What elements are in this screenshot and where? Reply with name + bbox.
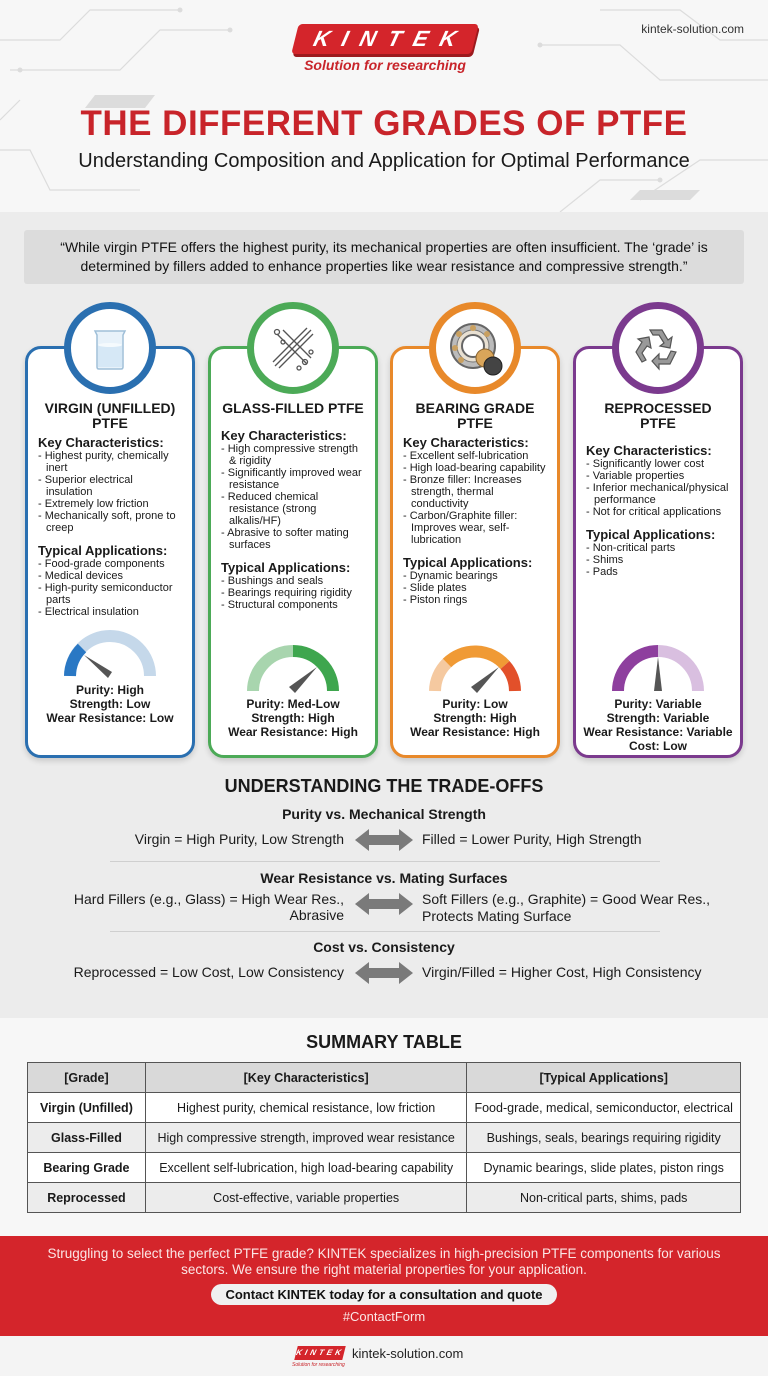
list-item: - Dynamic bearings (403, 570, 547, 582)
card-title: VIRGIN (UNFILLED) PTFE (44, 400, 176, 431)
typical-applications-list (38, 558, 182, 618)
stat-strength: Strength: High (433, 711, 517, 725)
key-characteristics-heading: Key Characteristics: (221, 428, 347, 443)
logo-tagline: Solution for researching (304, 57, 466, 73)
table-row (28, 1123, 741, 1153)
table-row (28, 1183, 741, 1213)
footer (0, 1336, 768, 1376)
tradeoff-right: Soft Fillers (e.g., Graphite) = Good Wear Res., Protects Mating Surface (422, 891, 711, 924)
table-cell: Virgin (Unfilled) (28, 1093, 146, 1123)
list-item: - Pads (586, 566, 730, 578)
tradeoff-heading: Cost vs. Consistency (313, 939, 455, 955)
card-bearing-grade (390, 346, 560, 758)
list-item: - Bronze filler: Increases strength, thermal conductivity (403, 474, 547, 510)
card-title: REPROCESSED PTFE (604, 400, 712, 431)
stat-wear-resistance: Wear Resistance: High (228, 725, 358, 739)
column-header: [Typical Applications] (467, 1063, 741, 1093)
table-cell: Cost-effective, variable properties (145, 1183, 467, 1213)
stat-strength: Strength: Low (69, 697, 151, 711)
list-item: - Significantly improved wear resistance (221, 467, 365, 491)
key-characteristics-heading: Key Characteristics: (586, 443, 712, 458)
divider (110, 931, 660, 932)
list-item: - Mechanically soft, prone to creep (38, 510, 182, 534)
summary-table (27, 1062, 741, 1213)
gauge-icon (60, 624, 160, 680)
ball-bearing-icon (429, 302, 521, 394)
list-item: - Slide plates (403, 582, 547, 594)
list-item: - Excellent self-lubrication (403, 450, 547, 462)
tradeoffs-title: UNDERSTANDING THE TRADE-OFFS (224, 776, 544, 796)
key-characteristics-list (38, 450, 182, 534)
list-item: - Not for critical applications (586, 506, 730, 518)
column-header: [Key Characteristics] (145, 1063, 467, 1093)
table-cell: High compressive strength, improved wear resistance (145, 1123, 467, 1153)
list-item: - Bearings requiring rigidity (221, 587, 365, 599)
page-title: THE DIFFERENT GRADES OF PTFE (80, 104, 688, 143)
header (0, 0, 768, 212)
cta-text: Struggling to select the perfect PTFE grade? KINTEK specializes in high-precision PTFE components for various sectors. We ensure the right material properties for your application. (47, 1246, 721, 1277)
typical-applications-list (403, 570, 547, 606)
list-item: - Extremely low friction (38, 498, 182, 510)
list-item: - High compressive strength & rigidity (221, 443, 365, 467)
typical-applications-heading: Typical Applications: (221, 560, 351, 575)
key-characteristics-list (221, 443, 365, 551)
footer-logo-tagline: Solution for researching (292, 1362, 345, 1368)
table-cell: Dynamic bearings, slide plates, piston rings (467, 1153, 741, 1183)
footer-url[interactable]: kintek-solution.com (352, 1346, 464, 1361)
stat-strength: Strength: Variable (606, 711, 710, 725)
stat-purity: Purity: Low (442, 697, 508, 711)
double-arrow-icon (355, 962, 413, 984)
beaker-icon (64, 302, 156, 394)
key-characteristics-heading: Key Characteristics: (403, 435, 529, 450)
tradeoff-heading: Purity vs. Mechanical Strength (282, 806, 486, 822)
table-cell: Reprocessed (28, 1183, 146, 1213)
typical-applications-heading: Typical Applications: (38, 543, 168, 558)
card-glass-filled (208, 346, 378, 758)
logo-text: KINTEK (291, 24, 478, 54)
card-title: BEARING GRADE PTFE (415, 400, 535, 431)
tradeoff-left: Virgin = High Purity, Low Strength (134, 831, 344, 847)
list-item: - Significantly lower cost (586, 458, 730, 470)
table-cell: Bearing Grade (28, 1153, 146, 1183)
table-cell: Bushings, seals, bearings requiring rigidity (467, 1123, 741, 1153)
tradeoff-right: Filled = Lower Purity, High Strength (422, 831, 642, 847)
tradeoff-left: Reprocessed = Low Cost, Low Consistency (73, 964, 344, 980)
divider (110, 861, 660, 862)
property-stats (576, 697, 740, 753)
contact-button[interactable]: Contact KINTEK today for a consultation and quote (211, 1284, 556, 1305)
key-characteristics-heading: Key Characteristics: (38, 435, 164, 450)
gauge-icon (608, 639, 708, 695)
stat-wear-resistance: Wear Resistance: Low (46, 711, 174, 725)
footer-logo[interactable]: KINTEK (294, 1346, 345, 1360)
list-item: - Food-grade components (38, 558, 182, 570)
stat-wear-resistance: Wear Resistance: High (410, 725, 540, 739)
table-cell: Non-critical parts, shims, pads (467, 1183, 741, 1213)
property-stats (211, 697, 375, 739)
site-url[interactable]: kintek-solution.com (641, 22, 744, 36)
gauge-icon (243, 639, 343, 695)
intro-quote: “While virgin PTFE offers the highest purity, its mechanical properties are often insufficient. The ‘grade’ is determined by fillers added to enhance properties like wear resistance and compressive strength.” (24, 230, 744, 284)
table-cell: Food-grade, medical, semiconductor, electrical (467, 1093, 741, 1123)
table-row (28, 1153, 741, 1183)
typical-applications-list (586, 542, 730, 578)
table-header-row (28, 1063, 741, 1093)
contact-form-link[interactable]: #ContactForm (342, 1309, 426, 1324)
list-item: - Carbon/Graphite filler: Improves wear, self-lubrication (403, 510, 547, 546)
glass-fiber-icon (247, 302, 339, 394)
typical-applications-heading: Typical Applications: (403, 555, 533, 570)
table-cell: Excellent self-lubrication, high load-bearing capability (145, 1153, 467, 1183)
stat-purity: Purity: Med-Low (246, 697, 340, 711)
list-item: - High-purity semiconductor parts (38, 582, 182, 606)
table-row (28, 1093, 741, 1123)
card-virgin (25, 346, 195, 758)
list-item: - High load-bearing capability (403, 462, 547, 474)
list-item: - Inferior mechanical/physical performance (586, 482, 730, 506)
typical-applications-list (221, 575, 365, 611)
list-item: - Bushings and seals (221, 575, 365, 587)
list-item: - Highest purity, chemically inert (38, 450, 182, 474)
key-characteristics-list (403, 450, 547, 546)
property-stats (28, 683, 192, 725)
stat-purity: Purity: High (76, 683, 144, 697)
recycle-icon (612, 302, 704, 394)
list-item: - Non-critical parts (586, 542, 730, 554)
card-title: GLASS-FILLED PTFE (222, 400, 364, 416)
list-item: - Structural components (221, 599, 365, 611)
list-item: - Variable properties (586, 470, 730, 482)
gauge-icon (425, 639, 525, 695)
cta-banner (0, 1236, 768, 1336)
tradeoff-left: Hard Fillers (e.g., Glass) = High Wear Res., Abrasive (73, 891, 344, 923)
double-arrow-icon (355, 893, 413, 915)
typical-applications-heading: Typical Applications: (586, 527, 716, 542)
table-cell: Glass-Filled (28, 1123, 146, 1153)
list-item: - Reduced chemical resistance (strong alkalis/HF) (221, 491, 365, 527)
list-item: - Piston rings (403, 594, 547, 606)
stat-cost: Cost: Low (629, 739, 687, 753)
list-item: - Superior electrical insulation (38, 474, 182, 498)
card-reprocessed (573, 346, 743, 758)
stat-purity: Purity: Variable (614, 697, 702, 711)
stat-wear-resistance: Wear Resistance: Variable (583, 725, 733, 739)
table-cell: Highest purity, chemical resistance, low friction (145, 1093, 467, 1123)
column-header: [Grade] (28, 1063, 146, 1093)
property-stats (393, 697, 557, 739)
list-item: - Abrasive to softer mating surfaces (221, 527, 365, 551)
summary-section (0, 1018, 768, 1236)
list-item: - Medical devices (38, 570, 182, 582)
list-item: - Electrical insulation (38, 606, 182, 618)
page-subtitle: Understanding Composition and Application for Optimal Performance (78, 150, 690, 172)
stat-strength: Strength: High (251, 711, 335, 725)
key-characteristics-list (586, 458, 730, 518)
list-item: - Shims (586, 554, 730, 566)
tradeoff-right: Virgin/Filled = Higher Cost, High Consistency (422, 964, 702, 980)
double-arrow-icon (355, 829, 413, 851)
kintek-logo[interactable] (290, 24, 480, 73)
summary-title: SUMMARY TABLE (306, 1032, 462, 1052)
tradeoff-heading: Wear Resistance vs. Mating Surfaces (260, 870, 508, 886)
